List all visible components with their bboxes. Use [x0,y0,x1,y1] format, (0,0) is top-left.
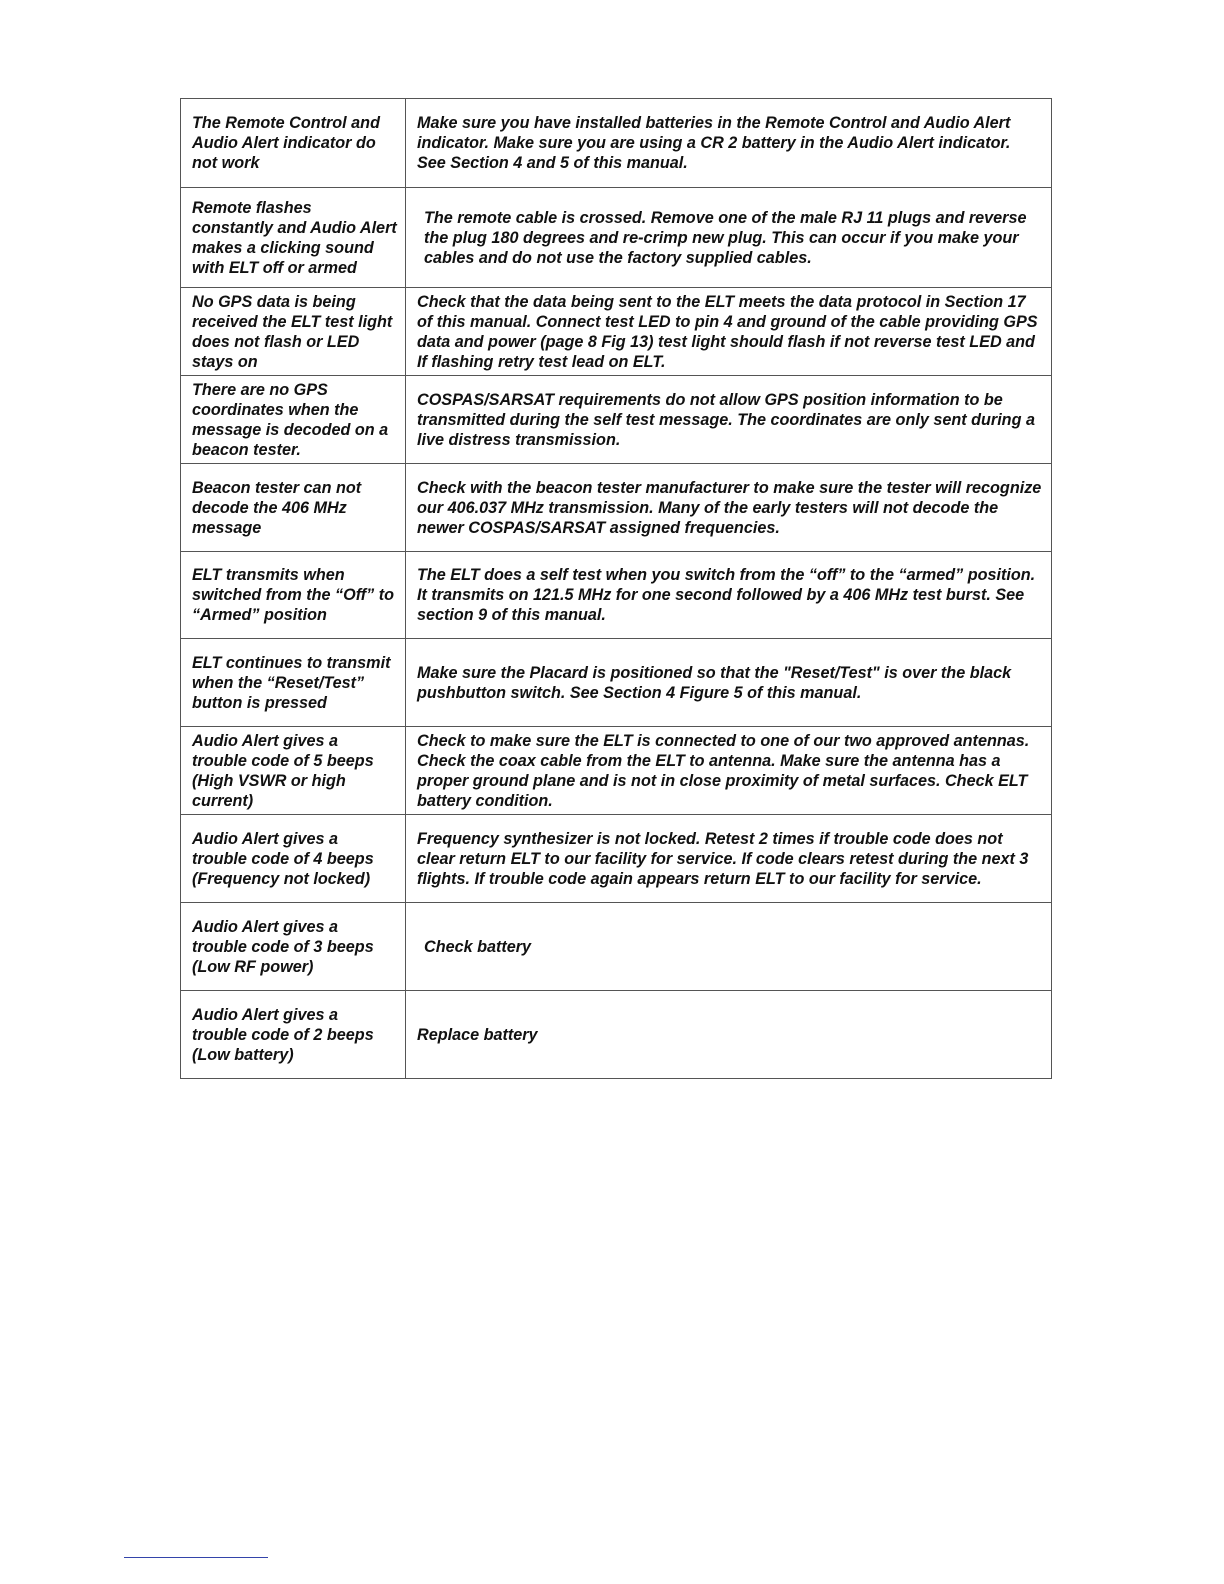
solution-cell: COSPAS/SARSAT requirements do not allow GPS position information to be transmitted during the self test message. The coordinates are only sent during a live distress transmission. [406,376,1052,464]
footnote-separator [124,1557,268,1558]
solution-cell: Check with the beacon tester manufacturer to make sure the tester will recognize our 406.037 MHz transmission. Many of the early testers will not decode the newer COSPAS/SARSAT assigned frequencies. [406,464,1052,552]
table-row [181,99,1052,188]
table-row [181,815,1052,903]
solution-cell: Check that the data being sent to the ELT meets the data protocol in Section 17 of this manual. Connect test LED to pin 4 and ground of the cable providing GPS data and power (page 8 Fig 13) test light should flash if not reverse test LED and If flashing retry test lead on ELT. [406,288,1052,376]
solution-cell: Check battery [406,903,1052,991]
troubleshooting-table [180,98,1052,1079]
solution-cell: Replace battery [406,991,1052,1079]
problem-cell: Audio Alert gives a trouble code of 5 beeps (High VSWR or high current) [181,727,406,815]
solution-cell: The remote cable is crossed. Remove one of the male RJ 11 plugs and reverse the plug 180 degrees and re-crimp new plug. This can occur if you make your cables and do not use the factory supplied cables. [406,188,1052,288]
solution-cell: The ELT does a self test when you switch from the “off” to the “armed” position. It transmits on 121.5 MHz for one second followed by a 406 MHz test burst. See section 9 of this manual. [406,552,1052,639]
solution-cell: Make sure you have installed batteries in the Remote Control and Audio Alert indicator. Make sure you are using a CR 2 battery in the Audio Alert indicator. See Section 4 and 5 of this manual. [406,99,1052,188]
problem-cell: There are no GPS coordinates when the message is decoded on a beacon tester. [181,376,406,464]
problem-cell: Audio Alert gives a trouble code of 2 beeps (Low battery) [181,991,406,1079]
solution-cell: Make sure the Placard is positioned so that the "Reset/Test" is over the black pushbutton switch. See Section 4 Figure 5 of this manual. [406,639,1052,727]
solution-cell: Frequency synthesizer is not locked. Retest 2 times if trouble code does not clear return ELT to our facility for service. If code clears retest during the next 3 flights. If trouble code again appears return ELT to our facility for service. [406,815,1052,903]
problem-cell: No GPS data is being received the ELT test light does not flash or LED stays on [181,288,406,376]
problem-cell: Remote flashes constantly and Audio Alert makes a clicking sound with ELT off or armed [181,188,406,288]
table-row [181,288,1052,376]
table-row [181,903,1052,991]
table-row [181,376,1052,464]
table-row [181,727,1052,815]
table-row [181,552,1052,639]
table-row [181,991,1052,1079]
problem-cell: ELT continues to transmit when the “Reset/Test” button is pressed [181,639,406,727]
problem-cell: The Remote Control and Audio Alert indicator do not work [181,99,406,188]
solution-cell: Check to make sure the ELT is connected to one of our two approved antennas. Check the coax cable from the ELT to antenna. Make sure the antenna has a proper ground plane and is not in close proximity of metal surfaces. Check ELT battery condition. [406,727,1052,815]
table-row [181,639,1052,727]
table-row [181,188,1052,288]
problem-cell: Audio Alert gives a trouble code of 4 beeps (Frequency not locked) [181,815,406,903]
problem-cell: ELT transmits when switched from the “Off” to “Armed” position [181,552,406,639]
problem-cell: Audio Alert gives a trouble code of 3 beeps (Low RF power) [181,903,406,991]
table-row [181,464,1052,552]
problem-cell: Beacon tester can not decode the 406 MHz message [181,464,406,552]
